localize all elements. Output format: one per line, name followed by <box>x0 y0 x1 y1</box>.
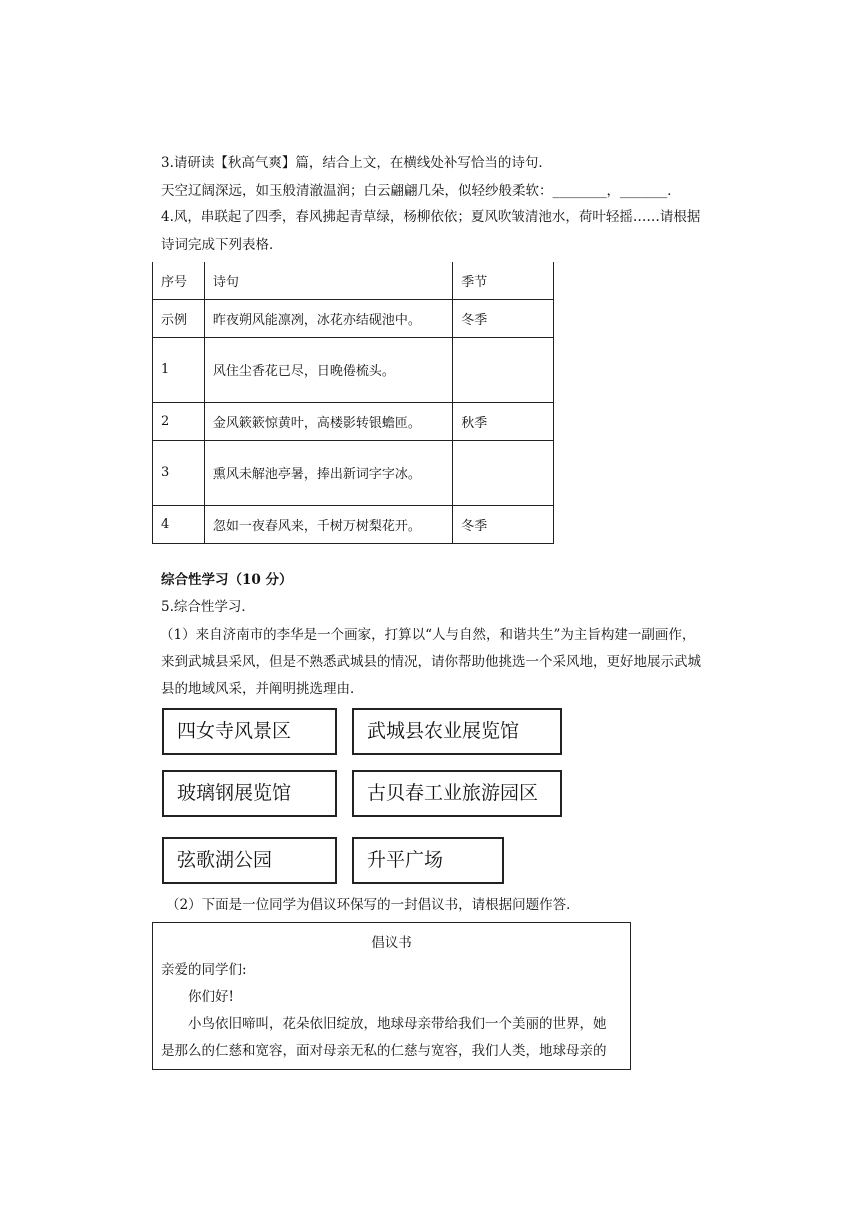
table-header-row <box>153 262 554 299</box>
q4-prompt-line2: 诗词完成下列表格． <box>161 237 283 253</box>
cell-index: 3 <box>153 440 205 505</box>
section-title: 综合性学习（10 分） <box>161 572 293 588</box>
letter-body-line1: 小鸟依旧啼叫，花朵依旧绽放，地球母亲带给我们一个美丽的世界，她 <box>188 1016 607 1032</box>
table-row <box>153 440 554 505</box>
part1-line3: 县的地域风采，并阐明挑选理由． <box>161 681 364 697</box>
place-option-agri-museum[interactable]: 武城县农业展览馆 <box>352 708 562 755</box>
cell-poem: 风住尘香花已尽，日晚倦梳头。 <box>204 337 452 402</box>
proposal-letter <box>152 922 631 1070</box>
cell-index: 2 <box>153 402 205 440</box>
header-cell-index: 序号 <box>153 262 205 299</box>
poem-season-table <box>152 262 554 544</box>
q3-sentence: 天空辽阔深远，如玉般清澈温润；白云翩翩几朵，似轻纱般柔软：________，_______． <box>161 183 681 199</box>
table-row <box>153 337 554 402</box>
cell-index: 示例 <box>153 299 205 337</box>
place-option-sinusi[interactable]: 四女寺风景区 <box>162 708 337 755</box>
letter-greeting: 你们好! <box>188 989 234 1005</box>
cell-poem: 金风簌簌惊黄叶，高楼影转银蟾匝。 <box>204 402 452 440</box>
letter-body-line2: 是那么的仁慈和宽容，面对母亲无私的仁慈与宽容，我们人类，地球母亲的 <box>161 1043 607 1059</box>
table-row <box>153 402 554 440</box>
q5-label: 5.综合性学习． <box>161 599 255 615</box>
letter-title: 倡议书 <box>371 935 412 951</box>
cell-poem: 昨夜朔风能凛冽，冰花亦结砚池中。 <box>204 299 452 337</box>
table-row <box>153 505 554 543</box>
letter-salutation: 亲爱的同学们: <box>161 962 247 978</box>
part1-line2: 来到武城县采风，但是不熟悉武城县的情况，请你帮助他挑选一个采风地，更好地展示武城 <box>161 654 701 670</box>
cell-season-blank[interactable] <box>453 440 554 505</box>
place-option-gubeichun-park[interactable]: 古贝春工业旅游园区 <box>352 770 562 817</box>
cell-season: 秋季 <box>453 402 554 440</box>
place-option-frp-museum[interactable]: 玻璃钢展览馆 <box>162 770 337 817</box>
cell-index: 1 <box>153 337 205 402</box>
cell-season-blank[interactable] <box>453 337 554 402</box>
table-row <box>153 299 554 337</box>
q3-prompt: 3.请研读【秋高气爽】篇，结合上文，在横线处补写恰当的诗句． <box>161 155 552 171</box>
cell-season: 冬季 <box>453 299 554 337</box>
header-cell-season: 季节 <box>453 262 554 299</box>
place-option-shengping-square[interactable]: 升平广场 <box>352 837 504 884</box>
cell-index: 4 <box>153 505 205 543</box>
place-option-xiangehu-park[interactable]: 弦歌湖公园 <box>162 837 337 884</box>
part1-line1: （1）来自济南市的李华是一个画家，打算以“人与自然，和谐共生”为主旨构建一副画作， <box>160 627 696 643</box>
cell-poem: 忽如一夜春风来，千树万树梨花开。 <box>204 505 452 543</box>
cell-season: 冬季 <box>453 505 554 543</box>
cell-poem: 熏风未解池亭暑，捧出新词字字冰。 <box>204 440 452 505</box>
header-cell-poem: 诗句 <box>204 262 452 299</box>
part2-prompt: （2）下面是一位同学为倡议环保写的一封倡议书，请根据问题作答． <box>166 897 580 913</box>
q4-prompt-line1: 4.风，串联起了四季，春风拂起青草绿，杨柳依依；夏风吹皱清池水，荷叶轻摇……请根据 <box>161 209 701 225</box>
